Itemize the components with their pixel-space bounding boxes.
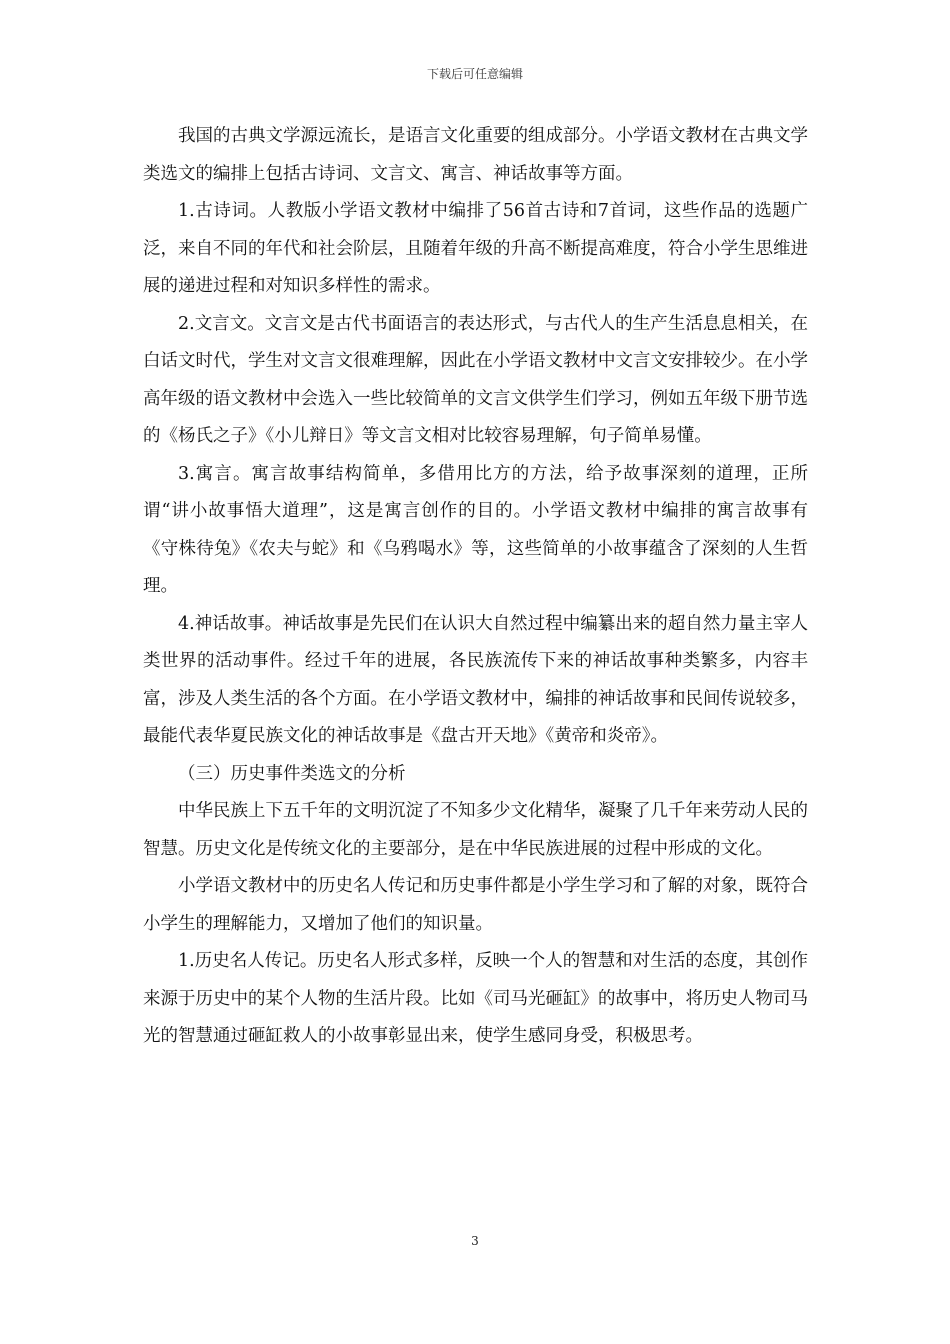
paragraph-history-textbook: 小学语文教材中的历史名人传记和历史事件都是小学生学习和了解的对象，既符合小学生的理解能力，又增加了他们的知识量。 [143, 876, 808, 934]
page-number: 3 [471, 1234, 479, 1248]
paragraph-biographies: 1.历史名人传记。历史名人形式多样，反映一个人的智慧和对生活的态度，其创作来源于历史中的某个人物的生活片段。比如《司马光砸缸》的故事中，将历史人物司马光的智慧通过砸缸救人的小故事彰显出来，使学生感同身受，积极思考。 [143, 951, 808, 1046]
section-heading: （三）历史事件类选文的分析 [178, 763, 406, 784]
paragraph-fables: 3.寓言。寓言故事结构简单，多借用比方的方法，给予故事深刻的道理，正所谓“讲小故事悟大道理”，这是寓言创作的目的。小学语文教材中编排的寓言故事有《守株待兔》《农夫与蛇》和《乌鸦喝水》等，这些简单的小故事蕴含了深刻的人生哲理。 [143, 463, 808, 596]
paragraph-ancient-poetry: 1.古诗词。人教版小学语文教材中编排了56首古诗和7首词，这些作品的选题广泛，来自不同的年代和社会阶层，且随着年级的升高不断提高难度，符合小学生思维进展的递进过程和对知识多样性的需求。 [143, 201, 808, 296]
page-header: 下载后可任意编辑 [426, 67, 523, 81]
paragraph-classical-chinese: 2.文言文。文言文是古代书面语言的表达形式，与古代人的生产生活息息相关，在白话文时代，学生对文言文很难理解，因此在小学语文教材中文言文安排较少。在小学高年级的语文教材中会选入一些比较简单的文言文供学生们学习，例如五年级下册节选的《杨氏之子》《小儿辩日》等文言文相对比较容易理解，句子简单易懂。 [143, 313, 808, 446]
paragraph-history-intro: 中华民族上下五千年的文明沉淀了不知多少文化精华，凝聚了几千年来劳动人民的智慧。历史文化是传统文化的主要部分，是在中华民族进展的过程中形成的文化。 [143, 801, 808, 859]
document-body [143, 118, 808, 1056]
paragraph-myths: 4.神话故事。神话故事是先民们在认识大自然过程中编纂出来的超自然力量主宰人类世界的活动事件。经过千年的进展，各民族流传下来的神话故事种类繁多，内容丰富，涉及人类生活的各个方面。在小学语文教材中，编排的神话故事和民间传说较多，最能代表华夏民族文化的神话故事是《盘古开天地》《黄帝和炎帝》。 [143, 613, 808, 746]
paragraph-intro: 我国的古典文学源远流长，是语言文化重要的组成部分。小学语文教材在古典文学类选文的编排上包括古诗词、文言文、寓言、神话故事等方面。 [143, 126, 808, 184]
